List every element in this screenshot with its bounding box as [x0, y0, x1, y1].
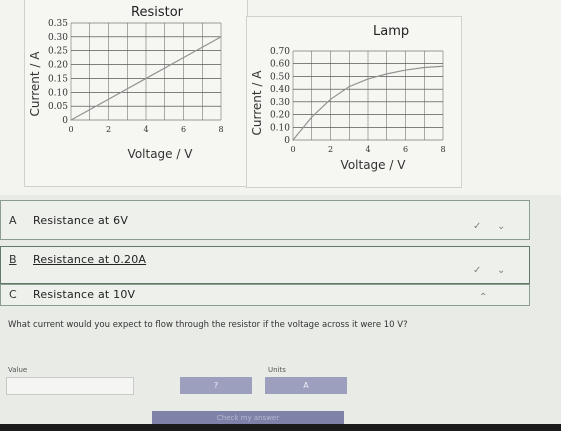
- row-resistance-10v[interactable]: [0, 284, 530, 306]
- resistor-data-point: [145, 78, 146, 79]
- row-label: Resistance at 10V: [33, 288, 136, 301]
- row-resistance-020a[interactable]: [0, 246, 530, 284]
- lamp-x-tick-label: 4: [365, 145, 371, 154]
- lamp-data-point: [424, 67, 425, 68]
- lamp-graph-title: Lamp: [373, 24, 410, 39]
- resistor-y-tick-label: 0.25: [47, 46, 68, 57]
- row-letter: C: [9, 288, 17, 301]
- lamp-y-axis-label: Current / A: [250, 70, 264, 136]
- resistor-y-tick-label: 0.35: [47, 19, 68, 29]
- lamp-graph-panel: [246, 16, 462, 188]
- lamp-data-point: [367, 78, 368, 79]
- lamp-y-tick-label: 0.40: [269, 85, 290, 96]
- resistor-data-point: [220, 36, 221, 37]
- resistor-y-tick-label: 0.30: [47, 32, 68, 43]
- lamp-data-point: [405, 69, 406, 70]
- lamp-data-point: [330, 99, 331, 100]
- lamp-y-tick-label: 0: [284, 136, 290, 146]
- resistor-y-tick-label: 0: [62, 116, 68, 126]
- question-text: What current would you expect to flow through the resistor if the voltage across it were 10 V?: [8, 320, 408, 330]
- check-answer-button[interactable]: Check my answer: [152, 411, 344, 425]
- resistor-x-tick-label: 2: [105, 125, 112, 134]
- resistor-data-point: [108, 99, 109, 100]
- lamp-x-tick-label: 6: [402, 145, 409, 154]
- lamp-y-tick-label: 0.50: [269, 72, 290, 83]
- row-letter: B: [9, 253, 17, 266]
- graphs-area: [0, 0, 561, 195]
- lamp-y-tick-label: 0.60: [269, 59, 290, 70]
- chevron-down-icon[interactable]: ⌄: [497, 265, 506, 276]
- value-dropdown-button[interactable]: ?: [180, 377, 252, 394]
- value-input[interactable]: [6, 377, 134, 395]
- unit-select-button[interactable]: A: [265, 377, 347, 394]
- lamp-x-tick-label: 0: [290, 145, 296, 154]
- row-label: Resistance at 6V: [33, 214, 129, 227]
- value-label: Value: [8, 366, 28, 374]
- chevron-up-icon[interactable]: ⌃: [479, 292, 488, 303]
- resistor-graph-panel: [24, 0, 248, 187]
- resistor-y-tick-label: 0.20: [47, 60, 68, 71]
- resistor-x-tick-label: 4: [143, 125, 149, 134]
- lamp-y-tick-label: 0.20: [269, 110, 290, 121]
- lamp-x-tick-label: 2: [327, 145, 334, 154]
- lamp-y-tick-label: 0.30: [269, 97, 290, 108]
- row-resistance-6v[interactable]: [0, 200, 530, 240]
- resistor-y-tick-label: 0.10: [47, 88, 68, 99]
- lamp-x-axis-label: Voltage / V: [340, 158, 406, 172]
- resistor-grid: [71, 23, 221, 120]
- lamp-y-tick-label: 0.70: [269, 47, 290, 57]
- lamp-graph: [247, 17, 461, 187]
- lamp-data-point: [292, 139, 293, 140]
- row-label: Resistance at 0.20A: [33, 253, 147, 266]
- check-icon: ✓: [473, 265, 482, 276]
- check-icon: ✓: [473, 221, 482, 232]
- lamp-data-point: [442, 66, 443, 67]
- lamp-data-point: [349, 86, 350, 87]
- lamp-grid: [293, 51, 443, 140]
- lamp-tick-labels: [270, 47, 446, 154]
- resistor-graph: [25, 0, 247, 186]
- lamp-x-tick-label: 8: [440, 145, 446, 154]
- resistor-y-axis-label: Current / A: [28, 51, 42, 117]
- resistor-data-point: [183, 57, 184, 58]
- chevron-down-icon[interactable]: ⌄: [497, 221, 506, 232]
- resistor-tick-labels: [48, 19, 224, 134]
- resistor-data-point: [70, 119, 71, 120]
- row-letter: A: [9, 214, 17, 227]
- lamp-y-tick-label: 0.10: [269, 123, 290, 134]
- lamp-data-point: [311, 117, 312, 118]
- resistor-x-tick-label: 8: [218, 125, 224, 134]
- lamp-data-point: [386, 73, 387, 74]
- resistor-y-tick-label: 0.15: [47, 74, 68, 85]
- resistor-y-tick-label: 0.05: [47, 102, 68, 113]
- resistor-graph-title: Resistor: [131, 5, 183, 20]
- resistor-x-axis-label: Voltage / V: [127, 147, 193, 161]
- units-label: Units: [268, 366, 286, 374]
- resistor-x-tick-label: 0: [68, 125, 74, 134]
- resistor-x-tick-label: 6: [180, 125, 187, 134]
- bottom-bar: [0, 424, 561, 431]
